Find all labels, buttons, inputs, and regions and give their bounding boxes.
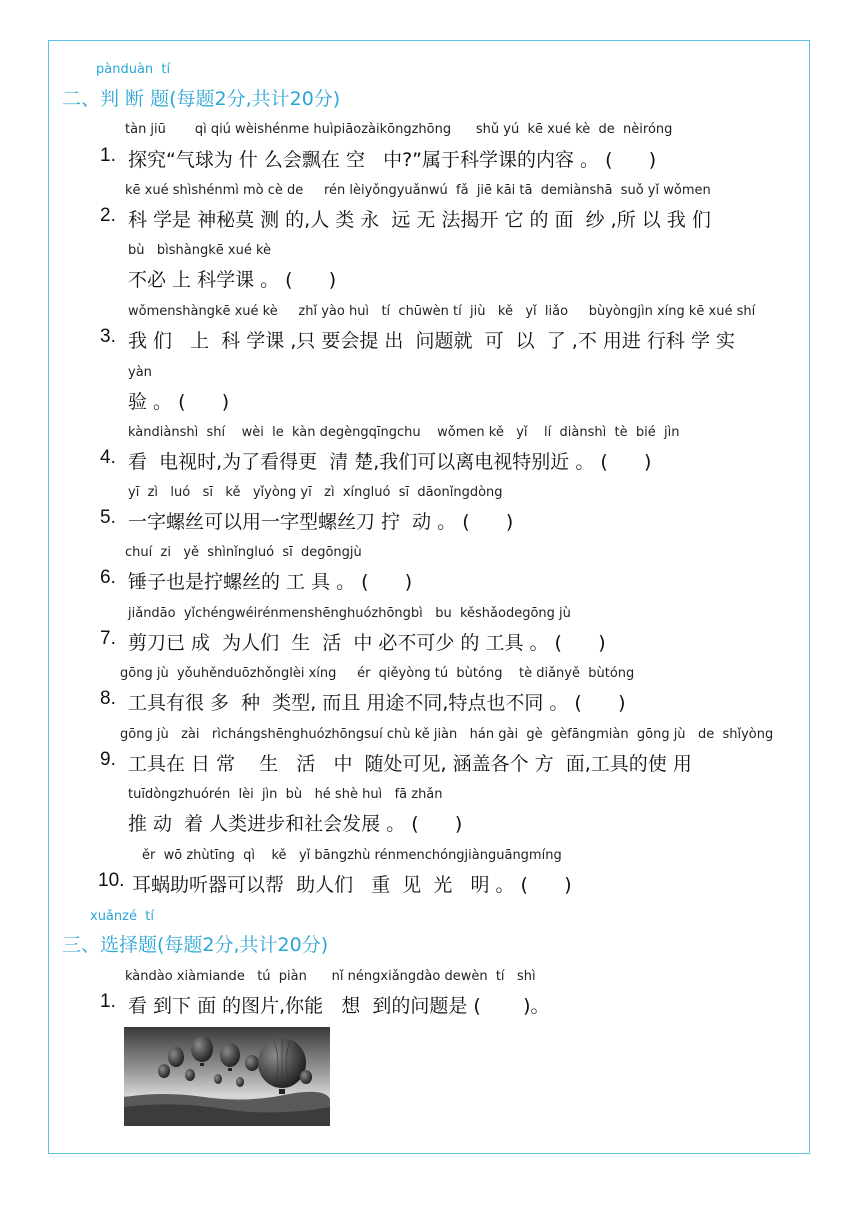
q2-2-text: 科 学是 神秘莫 测 的,人 类 永 远 无 法揭开 它 的 面 纱 ,所 以 我 们 — [128, 209, 711, 231]
q2-9-text: 工具在 日 常 生 活 中 随处可见, 涵盖各个 方 面,工具的使 用 — [128, 753, 692, 775]
q2-5-pinyin: yī zì luó sī kě yǐyòng yī zì xíngluó sī dāonǐngdòng — [128, 485, 503, 500]
q2-9-number: 9. — [100, 749, 116, 770]
q2-7-pinyin: jiǎndāo yǐchéngwéirénmenshēnghuózhōngbì bu kěshǎodegōng jù — [128, 606, 571, 621]
q2-3-number: 3. — [100, 326, 116, 347]
q2-9-pinyin: gōng jù zài rìchángshēnghuózhōngsuí chù kě jiàn hán gài gè gèfāngmiàn gōng jù de shǐyòng — [120, 727, 774, 742]
q2-8-pinyin: gōng jù yǒuhěnduōzhǒnglèi xíng ér qiěyòng tú bùtóng tè diǎnyě bùtóng — [120, 666, 635, 681]
q2-10-pinyin: ěr wō zhùtīng qì kě yǐ bāngzhù rénmenchóngjiànguāngmíng — [142, 848, 562, 863]
q2-7-number: 7. — [100, 628, 116, 649]
q2-3-text-cont: 验 。 ( ) — [128, 391, 230, 413]
q2-2-number: 2. — [100, 205, 116, 226]
section2-title: 二、判 断 题(每题2分,共计20分) — [62, 88, 341, 110]
q2-10-number: 10. — [98, 870, 125, 891]
q2-5-text: 一字螺丝可以用一字型螺丝刀 拧 动 。 ( ) — [128, 511, 514, 533]
q2-9-text-cont: 推 动 着 人类进步和社会发展 。 ( ) — [128, 813, 463, 835]
q2-8-number: 8. — [100, 688, 116, 709]
hot-air-balloons-photo — [124, 1027, 330, 1126]
q2-1-pinyin: tàn jiū qì qiú wèishénme huìpiāozàikōngzhōng shǔ yú kē xué kè de nèiróng — [125, 122, 673, 137]
q2-6-number: 6. — [100, 567, 116, 588]
q2-7-text: 剪刀已 成 为人们 生 活 中 必不可少 的 工具 。 ( ) — [128, 632, 606, 654]
q2-5-number: 5. — [100, 507, 116, 528]
q2-4-text: 看 电视时,为了看得更 清 楚,我们可以离电视特别近 。 ( ) — [128, 451, 652, 473]
q2-1-text: 探究“气球为 什 么会飘在 空 中?”属于科学课的内容 。 ( ) — [128, 149, 657, 171]
q3-1-pinyin: kàndào xiàmiande tú piàn nǐ néngxiǎngdào dewèn tí shì — [125, 969, 536, 984]
section2-pinyin: pànduàn tí — [96, 62, 171, 77]
q2-3-text: 我 们 上 科 学课 ,只 要会提 出 问题就 可 以 了 ,不 用进 行科 学 实 — [128, 330, 735, 352]
q2-3-pinyin: wǒmenshàngkē xué kè zhǐ yào huì tí chūwèn tí jiù kě yǐ liǎo bùyòngjìn xíng kē xué shí — [128, 304, 756, 319]
q2-6-text: 锤子也是拧螺丝的 工 具 。 ( ) — [128, 571, 413, 593]
q2-1-number: 1. — [100, 145, 116, 166]
q2-4-number: 4. — [100, 447, 116, 468]
q2-4-pinyin: kàndiànshì shí wèi le kàn degèngqīngchu wǒmen kě yǐ lí diànshì tè bié jìn — [128, 425, 680, 440]
section3-pinyin: xuǎnzé tí — [90, 909, 154, 924]
q2-10-text: 耳蜗助听器可以帮 助人们 重 见 光 明 。 ( ) — [132, 874, 572, 896]
q3-1-text: 看 到下 面 的图片,你能 想 到的问题是 ( )。 — [128, 995, 550, 1017]
q3-1-number: 1. — [100, 991, 116, 1012]
q2-2-pinyin-cont: bù bìshàngkē xué kè — [128, 243, 272, 258]
q2-2-text-cont: 不必 上 科学课 。 ( ) — [128, 269, 337, 291]
q2-2-pinyin: kē xué shìshénmì mò cè de rén lèiyǒngyuǎnwú fǎ jiē kāi tā demiànshā suǒ yǐ wǒmen — [125, 183, 711, 198]
q2-3-pinyin-cont: yàn — [128, 365, 152, 380]
section3-title: 三、选择题(每题2分,共计20分) — [62, 934, 329, 956]
q2-8-text: 工具有很 多 种 类型, 而且 用途不同,特点也不同 。 ( ) — [128, 692, 626, 714]
q2-6-pinyin: chuí zi yě shìnǐngluó sī degōngjù — [125, 545, 362, 560]
q2-9-pinyin-cont: tuīdòngzhuórén lèi jìn bù hé shè huì fā zhǎn — [128, 787, 443, 802]
